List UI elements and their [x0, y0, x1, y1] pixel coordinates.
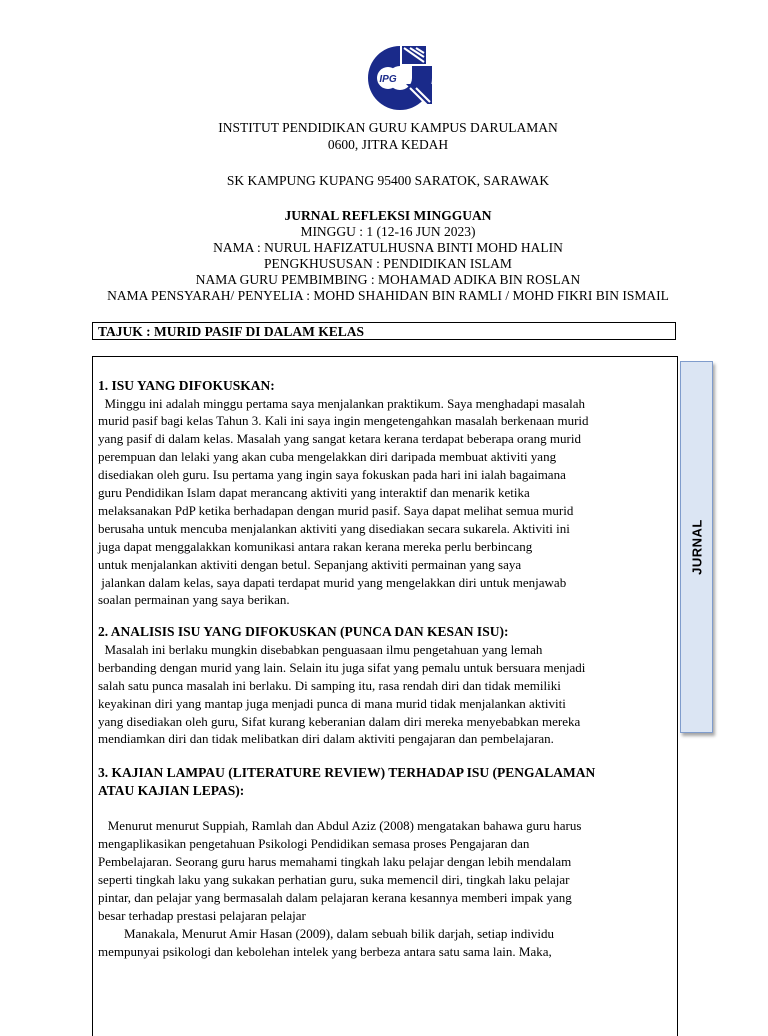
- week-line: MINGGU : 1 (12-16 JUN 2023): [300, 224, 476, 239]
- body-line: salah satu punca masalah ini berlaku. Di samping itu, rasa rendah diri dan tidak memiliki: [98, 677, 561, 693]
- journal-info: [88, 208, 688, 304]
- body-line: soalan permainan yang saya berikan.: [98, 592, 290, 608]
- body-line: guru Pendidikan Islam dapat merancang aktiviti yang interaktif dan menarik ketika: [98, 485, 530, 501]
- institute-address: 0600, JITRA KEDAH: [327, 137, 449, 152]
- section-title-line: 3. KAJIAN LAMPAU (LITERATURE REVIEW) TERHADAP ISU (PENGALAMAN: [98, 765, 596, 781]
- body-line: pintar, dan pelajar yang bermasalah dalam pelajaran kerana kesannya memberi impak yang: [98, 889, 572, 905]
- section-body: [98, 641, 668, 748]
- journal-side-tab: [680, 361, 713, 733]
- body-line: disediakan oleh guru. Isu pertama yang ingin saya fokuskan pada hari ini ialah bagaimana: [98, 467, 566, 483]
- section-body: [98, 395, 668, 610]
- body-line: juga dapat menggalakkan komunikasi antara rakan kerana mereka perlu berbincang: [98, 538, 533, 554]
- body-line: yang pasif di dalam kelas. Masalah yang sangat ketara kerana terdapat beberapa orang murid: [98, 431, 581, 447]
- section-body: [98, 817, 668, 960]
- specialization: PENGKHUSUSAN : PENDIDIKAN ISLAM: [264, 256, 512, 271]
- topic-box: TAJUK : MURID PASIF DI DALAM KELAS: [92, 322, 676, 340]
- section-title: 1. ISU YANG DIFOKUSKAN:: [98, 378, 275, 393]
- body-line: yang disediakan oleh guru, Sifat kurang keberanian dalam diri mereka menyebabkan mereka: [98, 713, 581, 729]
- body-line: mempunyai psikologi dan kebolehan intelek yang berbeza antara satu sama lain. Maka,: [98, 943, 552, 959]
- journal-content-box: [92, 356, 678, 1036]
- body-line: besar terhadap prestasi pelajaran pelajar: [98, 907, 306, 923]
- section-2: [98, 623, 668, 748]
- section-title-line: ATAU KAJIAN LEPAS):: [98, 782, 245, 798]
- body-line: Pembelajaran. Seorang guru harus memahami tingkah laku pelajar dengan lebih mendalam: [98, 854, 572, 870]
- body-line: mengaplikasikan pengetahuan Psikologi Pendidikan semasa proses Pengajaran dan: [98, 836, 530, 852]
- body-line: berusaha untuk mencuba menjalankan aktiviti yang disediakan secara sukarela. Aktiviti ini: [98, 520, 570, 536]
- institute-name: INSTITUT PENDIDIKAN GURU KAMPUS DARULAMAN: [218, 120, 558, 135]
- mentor-name: NAMA GURU PEMBIMBING : MOHAMAD ADIKA BIN ROSLAN: [195, 272, 581, 287]
- body-line: keyakinan diri yang mantap juga menjadi punca di mana murid tidak menjalankan aktiviti: [98, 695, 566, 711]
- body-line: mendiamkan diri dan tidak melibatkan diri dalam aktiviti pengajaran dan pembelajaran.: [98, 731, 554, 747]
- body-line: murid pasif bagi kelas Tahun 3. Kali ini saya ingin mengetengahkan masalah berkenaan murid: [98, 413, 589, 429]
- body-line: berbanding dengan murid yang lain. Selain itu juga sifat yang pemalu untuk bersuara menjadi: [98, 659, 586, 675]
- journal-title: JURNAL REFLEKSI MINGGUAN: [284, 208, 492, 223]
- section-title: [98, 764, 668, 799]
- logo-text: IPG: [379, 74, 397, 85]
- body-line: Masalah ini berlaku mungkin disebabkan penguasaan ilmu pengetahuan yang lemah: [98, 641, 543, 657]
- body-line: Minggu ini adalah minggu pertama saya menjalankan praktikum. Saya menghadapi masalah: [98, 395, 585, 411]
- body-line: jalankan dalam kelas, saya dapati terdapat murid yang mengelakkan diri untuk menjawab: [98, 574, 567, 590]
- body-line: Menurut menurut Suppiah, Ramlah dan Abdul Aziz (2008) mengatakan bahawa guru harus: [98, 818, 582, 834]
- section-3: [98, 764, 668, 960]
- school-name: SK KAMPUNG KUPANG 95400 SARATOK, SARAWAK: [226, 173, 550, 188]
- body-line: untuk menjalankan aktiviti dengan betul. Sepanjang aktiviti permainan yang saya: [98, 556, 522, 572]
- student-name: NAMA : NURUL HAFIZATULHUSNA BINTI MOHD HALIN: [213, 240, 563, 255]
- section-1: [98, 377, 668, 609]
- body-line: perempuan dan lelaki yang akan cuba mengelakkan diri daripada membuat aktiviti yang: [98, 449, 557, 465]
- body-line: Manakala, Menurut Amir Hasan (2009), dalam sebuah bilik darjah, setiap individu: [98, 925, 554, 941]
- lecturer-name: NAMA PENSYARAH/ PENYELIA : MOHD SHAHIDAN BIN RAMLI / MOHD FIKRI BIN ISMAIL: [107, 288, 669, 303]
- body-line: melaksanakan PdP ketika berhadapan dengan murid pasif. Saya dapat melihat semua murid: [98, 502, 574, 518]
- side-tab-label: JURNAL: [689, 519, 704, 575]
- institute-header: [88, 119, 688, 153]
- section-title: 2. ANALISIS ISU YANG DIFOKUSKAN (PUNCA DAN KESAN ISU):: [98, 624, 509, 640]
- body-line: seperti tingkah laku yang sukakan perhatian guru, suka memencil diri, tingkah laku pelajar: [98, 872, 570, 888]
- ipg-logo-icon: [366, 44, 434, 112]
